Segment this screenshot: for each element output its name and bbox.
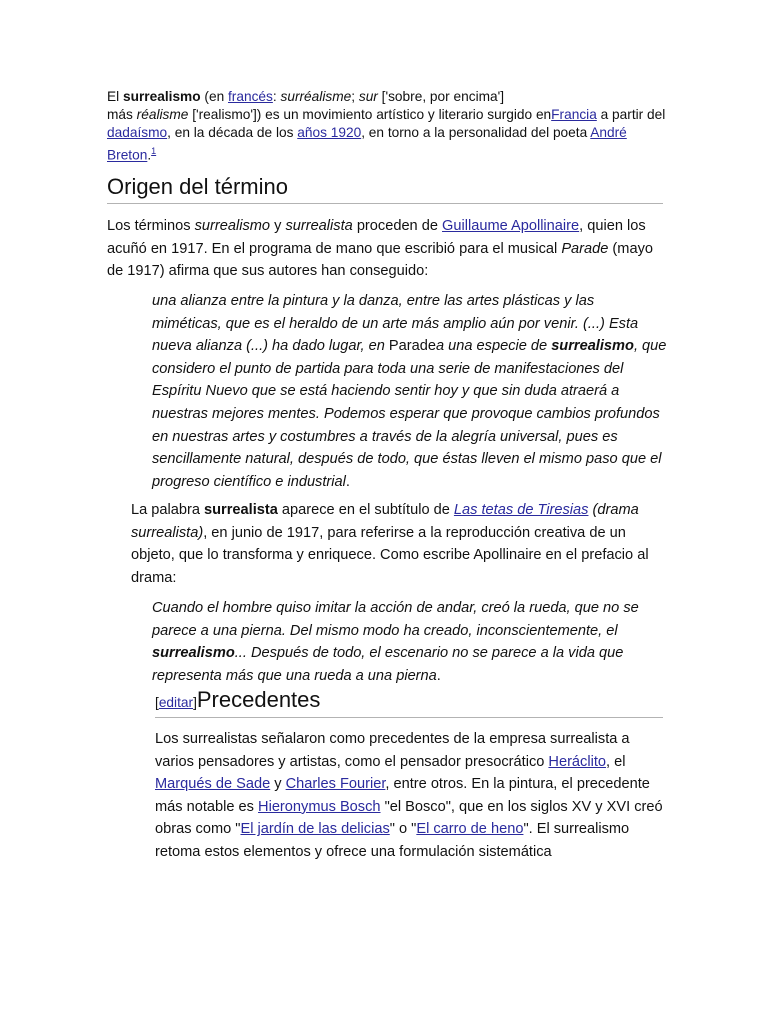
quote-text: . (345, 473, 350, 490)
paragraph-text: y (270, 218, 286, 234)
link-andre-breton[interactable]: André Breton (107, 125, 627, 163)
paragraph-text: (mayo de 1917) afirma que sus autores han conseguido: (107, 240, 653, 280)
paragraph-text: proceden de (352, 218, 443, 234)
edit-bracket: [ (155, 695, 159, 710)
intro-paragraph (107, 88, 667, 165)
paragraph-text: Los términos (107, 218, 195, 234)
italic-term: surrealismo (194, 218, 271, 234)
italic-term-surrealisme: surréalisme (280, 89, 352, 104)
paragraph-text: , en junio de 1917, para referirse a la reproducción creativa de un objeto, que lo transforma y enriquece. Como escribe Apollinaire en el prefacio al drama: (131, 524, 649, 586)
intro-text: más (107, 107, 137, 122)
link-anos-1920[interactable]: años 1920 (297, 125, 362, 140)
reference-link-1[interactable]: 1 (151, 146, 157, 156)
paragraph-text: ". El surrealismo retoma estos elementos y ofrece una formulación sistemática (155, 821, 630, 860)
intro-text: ; (351, 89, 359, 104)
intro-text: , en la década de los (167, 125, 298, 140)
quote-text: una alianza entre la pintura y la danza, entre las artes plásticas y las miméticas, que es el heraldo de un arte más amplio aún por venir. (...) Esta nueva alianza (...) ha dado lugar, en (152, 293, 639, 355)
link-marques-de-sade[interactable]: Marqués de Sade (155, 776, 271, 793)
paragraph-text: y (270, 776, 286, 793)
quote-text: ... Después de todo, el escenario no se parece a la vida que representa más que una rueda a una pierna (152, 645, 624, 684)
paragraph-text: , entre otros. En la pintura, el precedente más notable es (155, 776, 650, 815)
link-las-tetas-de-tiresias[interactable]: Las tetas de Tiresias (453, 502, 589, 518)
paragraph-text: " o " (389, 821, 417, 838)
link-frances[interactable]: francés (227, 89, 273, 104)
link-guillaume-apollinaire[interactable]: Guillaume Apollinaire (442, 218, 580, 234)
link-dadaismo[interactable]: dadaísmo (107, 125, 168, 140)
quote-text: . (436, 667, 441, 684)
blockquote-hombre (152, 597, 667, 687)
paragraph-text: aparece en el subtítulo de (277, 502, 454, 518)
intro-text: ['realismo']) es un movimiento artístico y literario surgido en (188, 107, 552, 122)
heading-title: Precedentes (196, 687, 321, 712)
quote-upright-parade: Parade (388, 338, 436, 355)
intro-text: a partir del (596, 107, 666, 122)
edit-bracket: ] (193, 695, 197, 710)
intro-text: , en torno a la personalidad del poeta (361, 125, 591, 140)
paragraph-text: "el Bosco", que en los siglos XV y XVI creó obras como " (155, 798, 663, 838)
bold-term-surrealismo: surrealismo (122, 89, 201, 104)
paragraph-text: , el (606, 753, 626, 770)
paragraph-terminos (107, 215, 667, 283)
paragraph-palabra (131, 499, 667, 589)
intro-text: : (272, 89, 281, 104)
paragraph-text: , quien los acuñó en 1917. En el programa de mano que escribió para el musical (107, 218, 646, 257)
section-heading-precedentes (155, 686, 663, 718)
edit-section (155, 695, 197, 710)
intro-text: (en (200, 89, 228, 104)
italic-term: surrealista (285, 218, 353, 234)
italic-term-sur: sur (358, 89, 378, 104)
quote-text: , que considero el punto de partida para toda una serie de manifestaciones del Espíritu Nuevo que se está haciendo sentir hoy y que sin duda atraerá a nuestras mejores mentes. Podemos esperar que provoque cambios profundos en nuestras artes y costumbres a través de la alegría universal, pues es sencillamente natural, después de todo, que éstas lleven el mismo paso que el progreso científico e industrial (152, 338, 667, 490)
italic-text: (drama surrealista) (131, 502, 639, 541)
paragraph-text: Los surrealistas señalaron como precedentes de la empresa surrealista a varios pensadores y artistas, como el pensador presocrático (155, 731, 630, 770)
intro-text: . (147, 147, 152, 163)
italic-term-realisme: réalisme (136, 107, 189, 122)
blockquote-alianza (152, 290, 667, 493)
quote-text: Cuando el hombre quiso imitar la acción de andar, creó la rueda, que no se parece a una pierna. Del mismo modo ha creado, inconscientemente, el (152, 600, 639, 639)
bold-term-surrealismo: surrealismo (152, 645, 235, 662)
link-heraclito[interactable]: Heráclito (548, 753, 607, 770)
link-el-jardin-de-las-delicias[interactable]: El jardín de las delicias (240, 821, 390, 838)
link-francia[interactable]: Francia (551, 107, 597, 122)
quote-text: a una especie de (435, 338, 552, 355)
link-el-carro-de-heno[interactable]: El carro de heno (416, 821, 524, 838)
intro-text: El (107, 89, 123, 104)
link-charles-fourier[interactable]: Charles Fourier (285, 776, 386, 793)
edit-link[interactable]: editar (158, 695, 194, 710)
section-heading-origen: Origen del término (107, 172, 663, 204)
paragraph-text: La palabra (131, 502, 205, 518)
intro-text: ['sobre, por encima'] (377, 89, 505, 104)
italic-term-parade: Parade (561, 240, 609, 257)
link-hieronymus-bosch[interactable]: Hieronymus Bosch (258, 798, 381, 815)
paragraph-precedentes (155, 728, 667, 864)
bold-term-surrealismo: surrealismo (551, 338, 634, 355)
bold-term-surrealista: surrealista (204, 502, 278, 518)
